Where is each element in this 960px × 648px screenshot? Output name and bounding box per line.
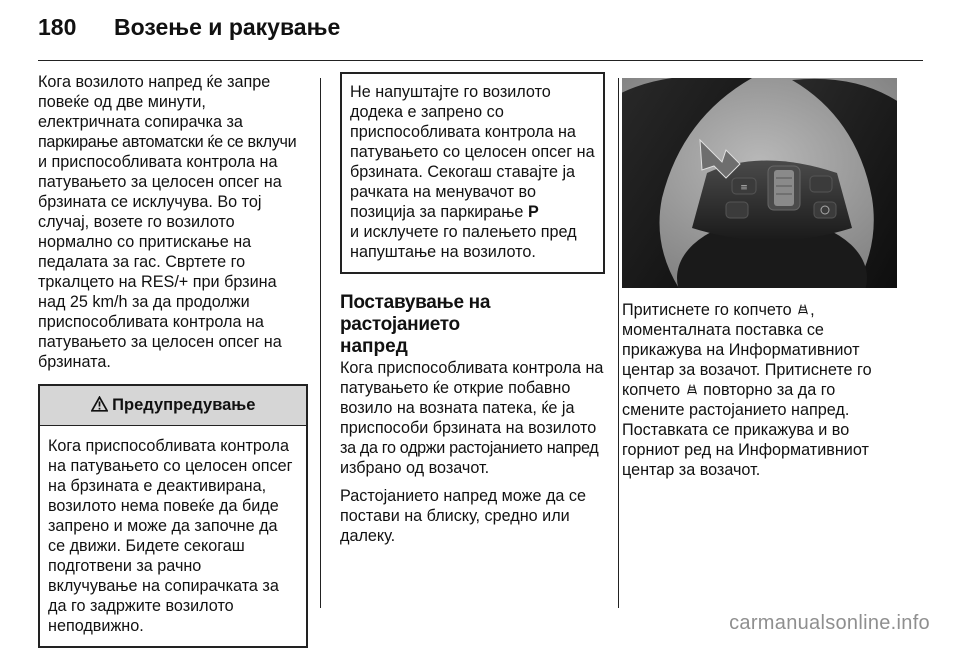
- text-line: вклучување на сопирачката за: [48, 577, 279, 595]
- section-title: Возење и ракување: [114, 14, 341, 40]
- instruction-paragraph: Притиснете го копчето , моменталната поставка се прикажува на Информативниот центар за возачот. Притиснете го копчето повторно за да го смените растојанието напред. Поставката се прикажува и во горниот ред на Информативниот центар за возачот.: [622, 301, 872, 479]
- warning-box: [38, 384, 308, 648]
- page-number: 180: [38, 14, 77, 40]
- column-3: [622, 72, 897, 480]
- text-line: прикажува на Информативниот: [622, 341, 860, 359]
- text-line: повеќе од две минути,: [38, 93, 206, 111]
- text-line: Растојанието напред може да се: [340, 487, 586, 505]
- text-line: брзината. Секогаш ставајте ја: [350, 163, 576, 181]
- text-line: горниот ред на Информативниот: [622, 441, 869, 459]
- header-divider: [38, 60, 923, 61]
- intro-paragraph: [38, 72, 308, 372]
- text-line: избрано од возачот.: [340, 459, 490, 477]
- text-line: педалата за гас. Свртете го: [38, 253, 246, 271]
- text-line: Не напуштајте го возилото: [350, 83, 551, 101]
- text-line: Притиснете го копчето: [622, 301, 792, 319]
- text-line: копчето: [622, 381, 681, 399]
- warning-triangle-icon: [91, 396, 108, 412]
- text-line: патувањето за целосен опсег на: [38, 333, 282, 351]
- watermark: carmanualsonline.info: [729, 612, 930, 634]
- text-line: над 25 km/h за да продолжи: [38, 293, 250, 311]
- text-line: возилото нема повеќе да биде: [48, 497, 279, 515]
- text-line: тркалцето на RES/+ при брзина: [38, 273, 277, 291]
- column-divider-2: [618, 78, 619, 608]
- text-line: брзината се исклучува. Во тој: [38, 193, 262, 211]
- column-2: [340, 72, 605, 546]
- text-line: постави на блиску, средно или: [340, 507, 570, 525]
- text-line: моменталната поставка се: [622, 321, 824, 339]
- text-line: и приспособливата контрола на: [38, 153, 278, 171]
- paragraph-1: [340, 358, 605, 478]
- text-line: далеку.: [340, 527, 396, 545]
- distance-button-icon: [796, 302, 810, 316]
- text-line: Кога приспособливата контрола на: [340, 359, 604, 377]
- text-line: Кога возилото напред ќе запре: [38, 73, 271, 91]
- steering-wheel-distance-button-icon: [622, 78, 897, 288]
- text-line: да го задржите возилото: [48, 597, 234, 615]
- distance-button-icon: [685, 382, 699, 396]
- column-1: [38, 72, 308, 648]
- text-line: за да го одржи растојанието напред: [340, 439, 599, 457]
- steering-wheel-photo: [622, 78, 897, 288]
- paragraph-2: [340, 486, 605, 546]
- warning-title: Предупредување: [112, 396, 256, 414]
- text-line: случај, возете го возилото: [38, 213, 235, 231]
- text-line: неподвижно.: [48, 617, 144, 635]
- text-line: позиција за паркирање: [350, 203, 524, 221]
- text-line: запрено и може да започне да: [48, 517, 278, 535]
- note-box: [340, 72, 605, 274]
- warning-header: [40, 386, 306, 426]
- text-line: патувањето ќе открие побавно: [340, 379, 571, 397]
- text-line: на патувањето со целосен опсег: [48, 457, 293, 475]
- text-line: електричната сопирачка за: [38, 113, 243, 131]
- text-line: и исклучете го палењето пред: [350, 223, 577, 241]
- text-line: подготвени за рачно: [48, 557, 202, 575]
- text-line: на брзината е деактивирана,: [48, 477, 267, 495]
- text-line: смените растојанието напред.: [622, 401, 850, 419]
- text-line: брзината.: [38, 353, 111, 371]
- text-line: приспособливата контрола на: [350, 123, 576, 141]
- column-divider-1: [320, 78, 321, 608]
- text-line: паркирање автоматски ќе се вклучи: [38, 133, 297, 151]
- text-line: приспособи брзината на возилото: [340, 419, 597, 437]
- text-line: центар за возачот.: [622, 461, 761, 479]
- text-line: нормално со притискање на: [38, 233, 252, 251]
- text-line: приспособливата контрола на: [38, 313, 264, 331]
- subsection-heading: Поставување на растојанието напред: [340, 292, 491, 357]
- text-line: Поставката се прикажува и во: [622, 421, 850, 439]
- park-position-letter: P: [527, 203, 539, 221]
- svg-text:≡: ≡: [740, 183, 748, 193]
- warning-body: [40, 426, 306, 646]
- text-line: се движи. Бидете секогаш: [48, 537, 245, 555]
- text-line: центар за возачот. Притиснете го: [622, 361, 872, 379]
- text-line: рачката на менувачот во: [350, 183, 536, 201]
- text-line: патувањето со целосен опсег на: [350, 143, 595, 161]
- text-line: напуштање на возилото.: [350, 243, 536, 261]
- text-line: возило на возната патека, ќе ја: [340, 399, 575, 417]
- text-line: додека е запрено со: [350, 103, 504, 121]
- text-line: патувањето за целосен опсег на: [38, 173, 282, 191]
- text-line: Кога приспособливата контрола: [48, 437, 289, 455]
